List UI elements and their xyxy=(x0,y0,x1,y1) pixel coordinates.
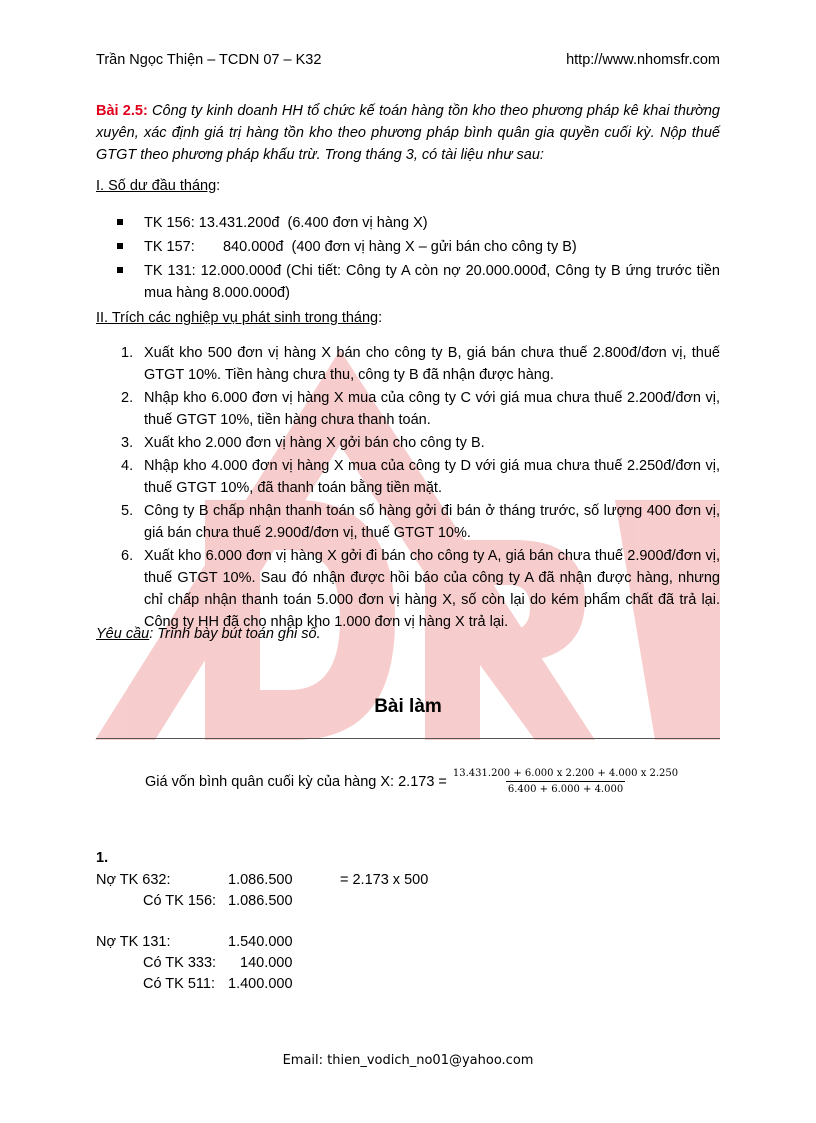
list-item: TK 156: 13.431.200đ (6.400 đơn vị hàng X) xyxy=(96,212,720,234)
entry-account: Nợ TK 131: xyxy=(96,934,171,950)
divider xyxy=(96,738,720,739)
entry-section-number: 1. xyxy=(96,850,109,866)
entry-account: Nợ TK 632: xyxy=(96,872,171,888)
problem-statement xyxy=(96,100,720,166)
entry-amount: 1.540.000 xyxy=(228,934,293,950)
problem-text: Công ty kinh doanh HH tổ chức kế toán hàng tồn kho theo phương pháp kê khai thường xuyên, xác định giá trị hàng tồn kho theo phương pháp bình quân gia quyền cuối kỳ. Nộp thuế GTGT theo phương pháp khấu trừ. Trong tháng 3, có tài liệu như sau: xyxy=(96,103,720,163)
opening-balance-list xyxy=(96,212,720,306)
list-item: 6. Xuất kho 6.000 đơn vị hàng X gởi đi bán cho công ty A, giá bán chưa thuế 2.900đ/đơn vị, thuế GTGT 10%. Sau đó nhận được hồi báo của công ty A đã nhận được hàng, nhưng chỉ chấp nhận thanh toán 5.000 đơn vị hàng X, số còn lại do kém phẩm chất đã trả lại. Công ty HH đã cho nhập kho 1.000 đơn vị hàng X trả lại. xyxy=(121,548,720,630)
header-website: http://www.nhomsfr.com xyxy=(566,52,720,68)
requirement-label: Yêu cầu xyxy=(96,626,150,642)
solution-title: Bài làm xyxy=(374,696,442,717)
bullet-icon xyxy=(117,267,123,273)
formula-fraction xyxy=(451,768,680,795)
entry-account: Có TK 333: xyxy=(143,955,217,971)
list-item: 5. Công ty B chấp nhận thanh toán số hàng gởi đi bán ở tháng trước, số lượng 400 đơn vị, giá bán chưa thuế 2.900đ/đơn vị, thuế GTGT 10%. xyxy=(121,503,720,541)
transactions-heading: II. Trích các nghiệp vụ phát sinh trong tháng: xyxy=(96,310,383,326)
formula-denominator: 6.400 + 6.000 + 4.000 xyxy=(506,781,625,795)
requirement-text: : Trình bày bút toán ghi sổ. xyxy=(149,626,321,642)
list-item: 4. Nhập kho 4.000 đơn vị hàng X mua của công ty D với giá mua chưa thuế 2.250đ/đơn vị, thuế GTGT 10%, đã thanh toán bằng tiền mặt. xyxy=(121,458,720,496)
entry-account: Có TK 511: xyxy=(143,976,216,992)
list-item: TK 131: 12.000.000đ (Chi tiết: Công ty A còn nợ 20.000.000đ, Công ty B ứng trước tiền mua hàng 8.000.000đ) xyxy=(96,260,720,304)
formula-label: Giá vốn bình quân cuối kỳ của hàng X: 2.173 = xyxy=(145,773,447,790)
requirement xyxy=(96,626,321,642)
entry-account: Có TK 156: xyxy=(143,893,217,909)
formula-numerator: 13.431.200 + 6.000 x 2.200 + 4.000 x 2.250 xyxy=(452,768,679,779)
list-item: 2. Nhập kho 6.000 đơn vị hàng X mua của công ty C với giá mua chưa thuế 2.200đ/đơn vị, thuế GTGT 10%, tiền hàng chưa thanh toán. xyxy=(121,390,720,428)
list-item: 3. Xuất kho 2.000 đơn vị hàng X gởi bán cho công ty B. xyxy=(121,435,485,451)
list-item: 1. Xuất kho 500 đơn vị hàng X bán cho công ty B, giá bán chưa thuế 2.800đ/đơn vị, thuế GTGT 10%. Tiền hàng chưa thu, công ty B đã nhận được hàng. xyxy=(121,345,720,383)
cost-formula xyxy=(145,768,680,795)
entry-amount: 1.086.500 xyxy=(228,893,293,909)
bullet-icon xyxy=(117,243,123,249)
entry-amount: 140.000 xyxy=(240,955,293,971)
list-item: TK 157: 840.000đ (400 đơn vị hàng X – gửi bán cho công ty B) xyxy=(96,236,720,258)
opening-balance-heading: I. Số dư đầu tháng: xyxy=(96,178,221,194)
bullet-icon xyxy=(117,219,123,225)
transactions-list xyxy=(96,342,720,634)
problem-label: Bài 2.5: xyxy=(96,103,148,119)
entry-note: = 2.173 x 500 xyxy=(340,872,429,888)
header-author: Trần Ngọc Thiện – TCDN 07 – K32 xyxy=(96,52,322,68)
entry-amount: 1.400.000 xyxy=(228,976,293,992)
entry-amount: 1.086.500 xyxy=(228,872,293,888)
footer-email: Email: thien_vodich_no01@yahoo.com xyxy=(282,1053,534,1068)
